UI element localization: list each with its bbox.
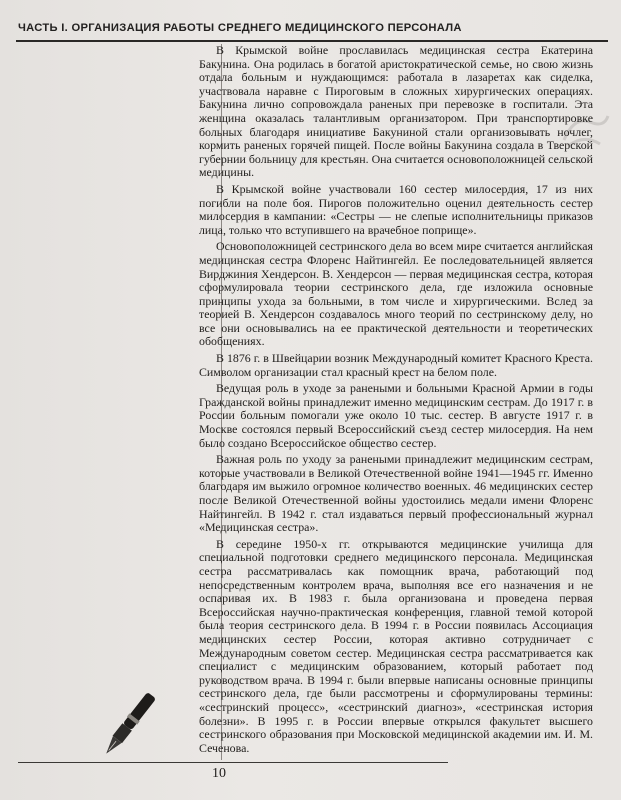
- footer-rule: [18, 762, 448, 763]
- paragraph-civil-war: Ведущая роль в уходе за ранеными и больными Красной Армии в годы Гражданской войны принадлежит именно медицинским сестрам. До 1917 г. в России больным помогали уже около 10 тыс. сестер. В августе 1917 г. в Москве состоялся первый Всероссийский съезд сестер милосердия. На нем было создано Всероссийское общество сестер.: [199, 381, 593, 450]
- page-number: 10: [212, 766, 226, 781]
- paragraph-ww2: Важная роль по уходу за ранеными принадлежит медицинским сестрам, которые участвовали в Великой Отечественной войне 1941—1945 гг. Именно благодаря им выжило огромное количество военных. 46 медицинских сестер после Великой Отечественной войны удостоились медали имени Флоренс Найтингейл. В 1942 г. стал издаваться первый профессиональный журнал «Медицинская сестра».: [199, 452, 593, 535]
- paragraph-nightingale: Основоположницей сестринского дела во всем мире считается английская медицинская сестра Флоренс Найтингейл. Ее последовательницей является Вирджиния Хендерсон. В. Хендерсон — первая медицинская сестра, которая сформулировала теории сестринского дела, где изложила основные принципы ухода за больными, в том числе и хирургическими. Вслед за теорией В. Хендерсон создавалось много теорий по сестринскому делу, но все они основывались на ее практической деятельности и теоретических обобщениях.: [199, 239, 593, 349]
- paragraph-1950s: В середине 1950-х гг. открываются медицинские училища для специальной подготовки среднего медицинского персонала. Медицинская сестра рассматривалась как помощник врача, работающий под непосредственным контролем врача, выполняя все его назначения и не оспаривая их. В 1983 г. была организована и проведена первая Всероссийская научно-практическая конференция, главной темой которой была теория сестринского дела. В 1994 г. в России появилась Ассоциация медицинских сестер России, которая активно сотрудничает с Международным советом сестер. Медицинская сестра рассматривается как специалист с медицинским образованием, который работает под руководством врача. В 1994 г. были впервые написаны основные принципы сестринского дела, где были рассмотрены и сформулированы термины: «сестринский процесс», «сестринский диагноз», «сестринская история болезни». В 1995 г. в России впервые открылся факультет высшего сестринского образования при Московской медицинской академии им. И. М. Сеченова.: [199, 536, 593, 755]
- header-rule: [16, 40, 608, 42]
- fountain-pen-icon: [95, 685, 161, 765]
- paragraph-crimean-sisters: В Крымской войне участвовали 160 сестер милосердия, 17 из них погибли на поле боя. Пирогов положительно оценил деятельность сестер милосердия в кампании: «Сестры — не слепые исполнительницы приказов лица, только что вступившего на врачебное поприще».: [199, 181, 593, 237]
- running-header: ЧАСТЬ I. ОРГАНИЗАЦИЯ РАБОТЫ СРЕДНЕГО МЕДИЦИНСКОГО ПЕРСОНАЛА: [18, 22, 462, 34]
- paragraph-bakunina: В Крымской войне прославилась медицинская сестра Екатерина Бакунина. Она родилась в богатой аристократической семье, но свою жизнь отдала больным и нуждающимся: работала в лазаретах как сиделка, участвовала наравне с Пироговым в сложных хирургических операциях. Бакунина лично сопровождала раненых при перевозке в госпитали. Эта женщина оказалась талантливым организатором. При транспортировке больных благодаря инициативе Бакуниной стали организовывать ночлег, кормить раненых горячей пищей. После войны Бакунина создала в Тверской губернии больницу для крестьян. Она считается основоположницей сельской медицины.: [199, 43, 593, 180]
- main-text: [199, 44, 593, 758]
- paragraph-red-cross: В 1876 г. в Швейцарии возник Международный комитет Красного Креста. Символом организации стал красный крест на белом поле.: [199, 351, 593, 379]
